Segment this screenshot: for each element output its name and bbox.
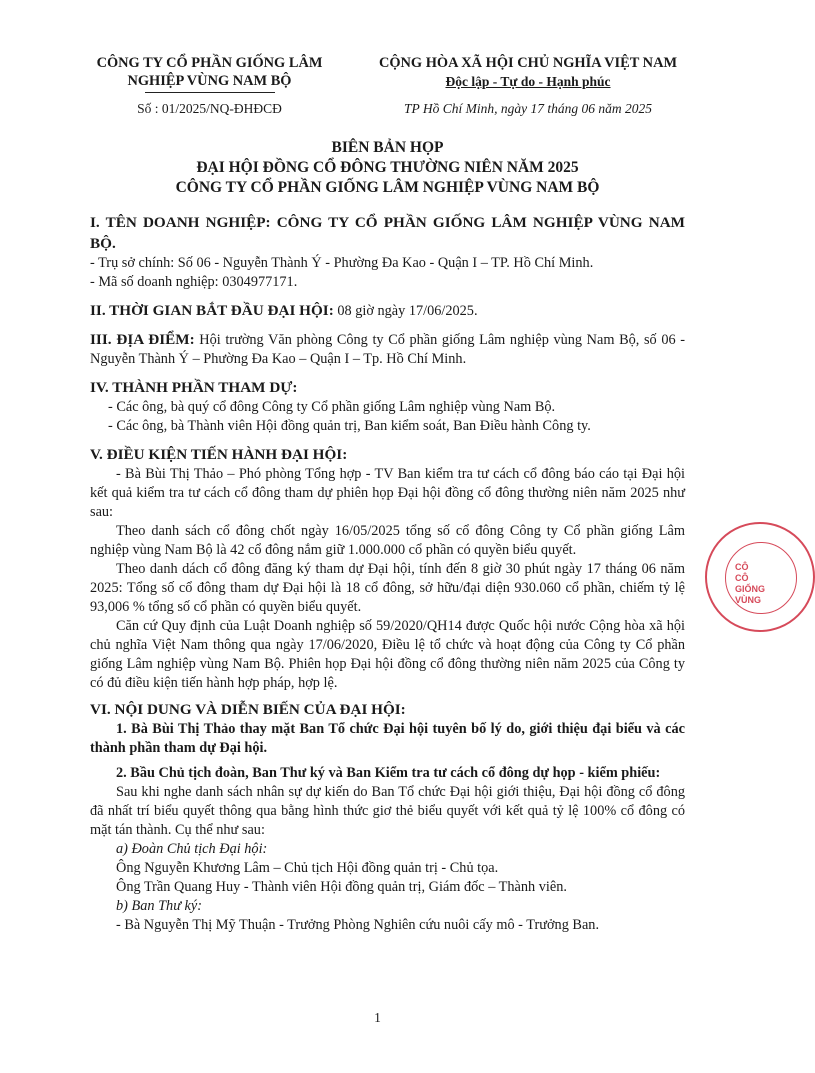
- section-3-text: Hội trường Văn phòng Công ty Cổ phần giống Lâm nghiệp vùng Nam Bộ, số 06 - Nguyễn Thành Ý – Phường Đa Kao – Quận I – Tp. Hồ Chí Minh.: [90, 332, 685, 367]
- section-4-item-2: - Các ông, bà Thành viên Hội đồng quản trị, Ban kiểm soát, Ban Điều hành Công ty.: [108, 418, 591, 434]
- place-date: TP Hồ Chí Minh, ngày 17 tháng 06 năm 2025: [403, 101, 652, 116]
- section-2-text: 08 giờ ngày 17/06/2025.: [333, 303, 478, 319]
- section-6-secretariat-1: - Bà Nguyễn Thị Mỹ Thuận - Trưởng Phòng Nghiên cứu nuôi cấy mô - Trưởng Ban.: [116, 917, 600, 933]
- section-6-heading: VI. NỘI DUNG VÀ DIỄN BIẾN CỦA ĐẠI HỘI:: [90, 701, 406, 718]
- section-5-paragraph-2: Theo danh sách cổ đông chốt ngày 16/05/2025 tổng số cổ đông Công ty Cổ phần giống Lâm nghiệp vùng Nam Bộ là 42 cổ đông nắm giữ 1.000.000 cổ phần có quyền biểu quyết.: [90, 523, 685, 558]
- section-6-item-2: 2. Bầu Chủ tịch đoàn, Ban Thư ký và Ban Kiểm tra tư cách cổ đông dự họp - kiểm phiếu:: [116, 765, 661, 781]
- header-underline: [145, 92, 275, 93]
- company-seal-stamp: [705, 522, 815, 632]
- company-header: [82, 54, 337, 118]
- document-title: [90, 138, 685, 198]
- section-1-headquarters: - Trụ sở chính: Số 06 - Nguyễn Thành Ý - Phường Đa Kao - Quận I – TP. Hồ Chí Minh.: [90, 255, 594, 271]
- section-4-item-1: - Các ông, bà quý cổ đông Công ty Cổ phần giống Lâm nghiệp vùng Nam Bộ.: [108, 399, 556, 415]
- title-line1: BIÊN BẢN HỌP: [331, 139, 444, 156]
- title-line3: CÔNG TY CỔ PHẦN GIỐNG LÂM NGHIỆP VÙNG NAM BỘ: [175, 179, 600, 196]
- section-3: [90, 329, 685, 369]
- section-2-heading: II. THỜI GIAN BẮT ĐẦU ĐẠI HỘI:: [90, 302, 334, 319]
- section-4-heading: IV. THÀNH PHẦN THAM DỰ:: [90, 379, 298, 396]
- country-name: CỘNG HÒA XÃ HỘI CHỦ NGHĨA VIỆT NAM: [378, 55, 678, 71]
- stamp-text: CÔ CÔ GIỐNG VÙNG: [735, 562, 766, 605]
- section-6-presidium-label: a) Đoàn Chủ tịch Đại hội:: [116, 841, 268, 857]
- section-5-paragraph-3: Theo danh dách cổ đông đăng ký tham dự Đại hội, tính đến 8 giờ 30 phút ngày 17 tháng 06 năm 2025: Tổng số cổ đông tham dự Đại hội là 18 cổ đông, sở hữu/đại diện 930.060 cổ phần, chiếm tỷ lệ 93,006 % tổng số cổ phần có quyền biểu quyết.: [90, 561, 685, 615]
- section-2: [90, 300, 685, 321]
- section-6-item-1: 1. Bà Bùi Thị Thảo thay mặt Ban Tổ chức Đại hội tuyên bố lý do, giới thiệu đại biểu và các thành phần tham dự Đại hội.: [90, 721, 685, 756]
- section-6-presidium-1: Ông Nguyễn Khương Lâm – Chủ tịch Hội đồng quản trị - Chủ tọa.: [116, 860, 499, 876]
- section-1-heading: I. TÊN DOANH NGHIỆP: CÔNG TY CỔ PHẦN GIỐNG LÂM NGHIỆP VÙNG NAM BỘ.: [90, 214, 685, 252]
- company-name-line2: NGHIỆP VÙNG NAM BỘ: [127, 73, 292, 89]
- reference-number: Số : 01/2025/NQ-ĐHĐCĐ: [137, 101, 282, 116]
- section-5-heading: V. ĐIỀU KIỆN TIẾN HÀNH ĐẠI HỘI:: [90, 446, 348, 463]
- document-body: [90, 212, 685, 935]
- section-5-paragraph-4: Căn cứ Quy định của Luật Doanh nghiệp số 59/2020/QH14 được Quốc hội nước Cộng hòa xã hội chủ nghĩa Việt Nam thông qua ngày 17/06/2020, Điều lệ tổ chức và hoạt động của Công ty Cổ phần giống Lâm nghiệp vùng Nam Bộ. Phiên họp Đại hội đồng cổ đông thường niên năm 2025 của Công ty có đủ điều kiện tiến hành hợp pháp, hợp lệ.: [90, 618, 685, 691]
- section-3-heading: III. ĐỊA ĐIỂM:: [90, 331, 195, 348]
- section-1-tax-code: - Mã số doanh nghiệp: 0304977171.: [90, 274, 298, 290]
- page-number: 1: [374, 1010, 381, 1025]
- section-6-presidium-2: Ông Trần Quang Huy - Thành viên Hội đồng quản trị, Giám đốc – Thành viên.: [116, 879, 567, 895]
- section-5-paragraph-1: - Bà Bùi Thị Thảo – Phó phòng Tổng hợp - TV Ban kiểm tra tư cách cổ đông báo cáo tại Đại hội kết quả kiểm tra tư cách cổ đông tham dự phiên họp Đại hội đồng cổ đông thường niên năm 2025 như sau:: [90, 466, 685, 520]
- company-name-line1: CÔNG TY CỔ PHẦN GIỐNG LÂM: [96, 55, 323, 71]
- national-header: [352, 54, 704, 118]
- national-motto: Độc lập - Tự do - Hạnh phúc: [445, 74, 611, 89]
- title-line2: ĐẠI HỘI ĐỒNG CỔ ĐÔNG THƯỜNG NIÊN NĂM 2025: [196, 159, 579, 176]
- section-6-item-2-text: Sau khi nghe danh sách nhân sự dự kiến do Ban Tổ chức Đại hội giới thiệu, Đại hội đồng cổ đông đã nhất trí biểu quyết thông qua bằng hình thức giơ thẻ biểu quyết với kết quả tỷ lệ 100% cổ đông có mặt tán thành. Cụ thể như sau:: [90, 784, 685, 838]
- section-6-secretariat-label: b) Ban Thư ký:: [116, 898, 203, 914]
